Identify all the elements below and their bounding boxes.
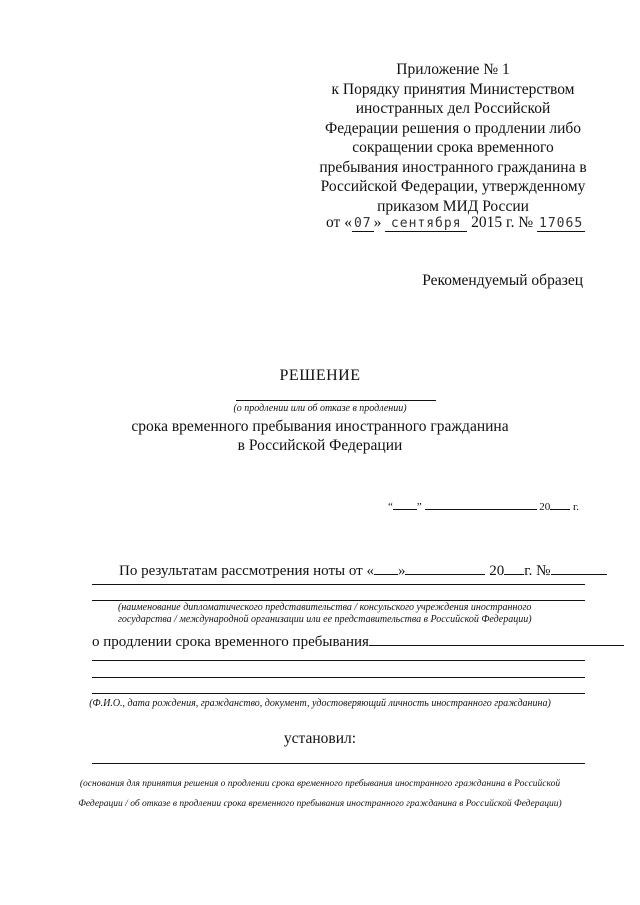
note-prefix: По результатам рассмотрения ноты от «: [119, 563, 374, 579]
appendix-line: пребывания иностранного гражданина в: [319, 158, 587, 176]
subtitle-line: в Российской Федерации: [237, 437, 403, 454]
date-month-blank: [425, 498, 537, 510]
mission-note-line: (наименование дипломатического представительства / консульского учреждения иностранного: [118, 602, 532, 613]
appendix-line: Федерации решения о продлении либо: [324, 119, 581, 137]
person-blank-line-3: [92, 693, 585, 694]
extension-blank: [369, 633, 624, 646]
date-year-suffix: г.: [573, 501, 580, 513]
person-blank-line-1: [92, 660, 585, 661]
order-number: 17065: [539, 216, 584, 231]
date-close-quote: ”: [416, 501, 422, 513]
grounds-note-line: (основания для принятия решения о продлении срока временного пребывания иностранного гражданина в Российской: [79, 779, 561, 789]
grounds-blank-line: [92, 763, 585, 764]
note-number-label: г. №: [524, 563, 551, 579]
subtitle-line: срока временного пребывания иностранного гражданина: [131, 418, 509, 435]
appendix-line: Приложение № 1: [396, 61, 510, 78]
appendix-line: приказом МИД России: [377, 197, 529, 215]
note-day-blank: [374, 562, 398, 575]
grounds-note: [0, 774, 640, 814]
order-prefix: от «: [326, 214, 352, 231]
note-month-blank: [405, 562, 485, 575]
appendix-line: сокращении срока временного: [352, 139, 554, 156]
order-year: 2015 г. №: [471, 214, 534, 231]
mission-note-line: государства / международной организации или ее представительства в Российской Федерации): [118, 614, 532, 625]
order-close-quote: »: [373, 214, 382, 231]
appendix-line: к Порядку принятия Министерством: [331, 80, 575, 98]
appendix-line: иностранных дел Российской: [355, 100, 551, 117]
established-label: установил:: [283, 730, 357, 747]
note-century: 20: [489, 563, 505, 579]
mission-note: [118, 602, 588, 626]
extension-line: [92, 633, 624, 651]
date-century: 20: [539, 501, 551, 513]
appendix-line: Российской Федерации, утвержденному: [320, 178, 586, 195]
decision-type-note: (о продлении или об отказе в продлении): [233, 403, 407, 414]
document-title: РЕШЕНИЕ: [279, 367, 361, 384]
note-close-quote: »: [397, 563, 406, 579]
date-day-blank: [393, 498, 417, 510]
note-reference-line: [119, 562, 607, 580]
decision-date-line: [388, 498, 579, 513]
extension-label: о продлении срока временного пребывания: [92, 634, 369, 650]
document-subtitle: [0, 417, 640, 455]
person-note: (Ф.И.О., дата рождения, гражданство, документ, удостоверяющий личность иностранного гражданина): [89, 698, 551, 709]
decision-type-blank: [236, 400, 436, 401]
appendix-header: [318, 60, 588, 216]
mission-blank-line-1: [92, 584, 585, 585]
note-year-blank: [504, 562, 524, 575]
date-year-blank: [550, 498, 570, 510]
recommended-sample-label: Рекомендуемый образец: [422, 272, 583, 289]
date-open-quote: “: [388, 501, 393, 513]
order-date-line: [326, 214, 596, 232]
mission-blank-line-2: [92, 600, 585, 601]
person-blank-line-2: [92, 677, 585, 678]
grounds-note-line: Федерации / об отказе в продлении срока временного пребывания иностранного гражданина в Российской Федерации): [78, 799, 562, 809]
order-month: сентября: [385, 216, 467, 232]
order-day: 07: [353, 216, 372, 231]
note-number-blank: [551, 562, 607, 575]
